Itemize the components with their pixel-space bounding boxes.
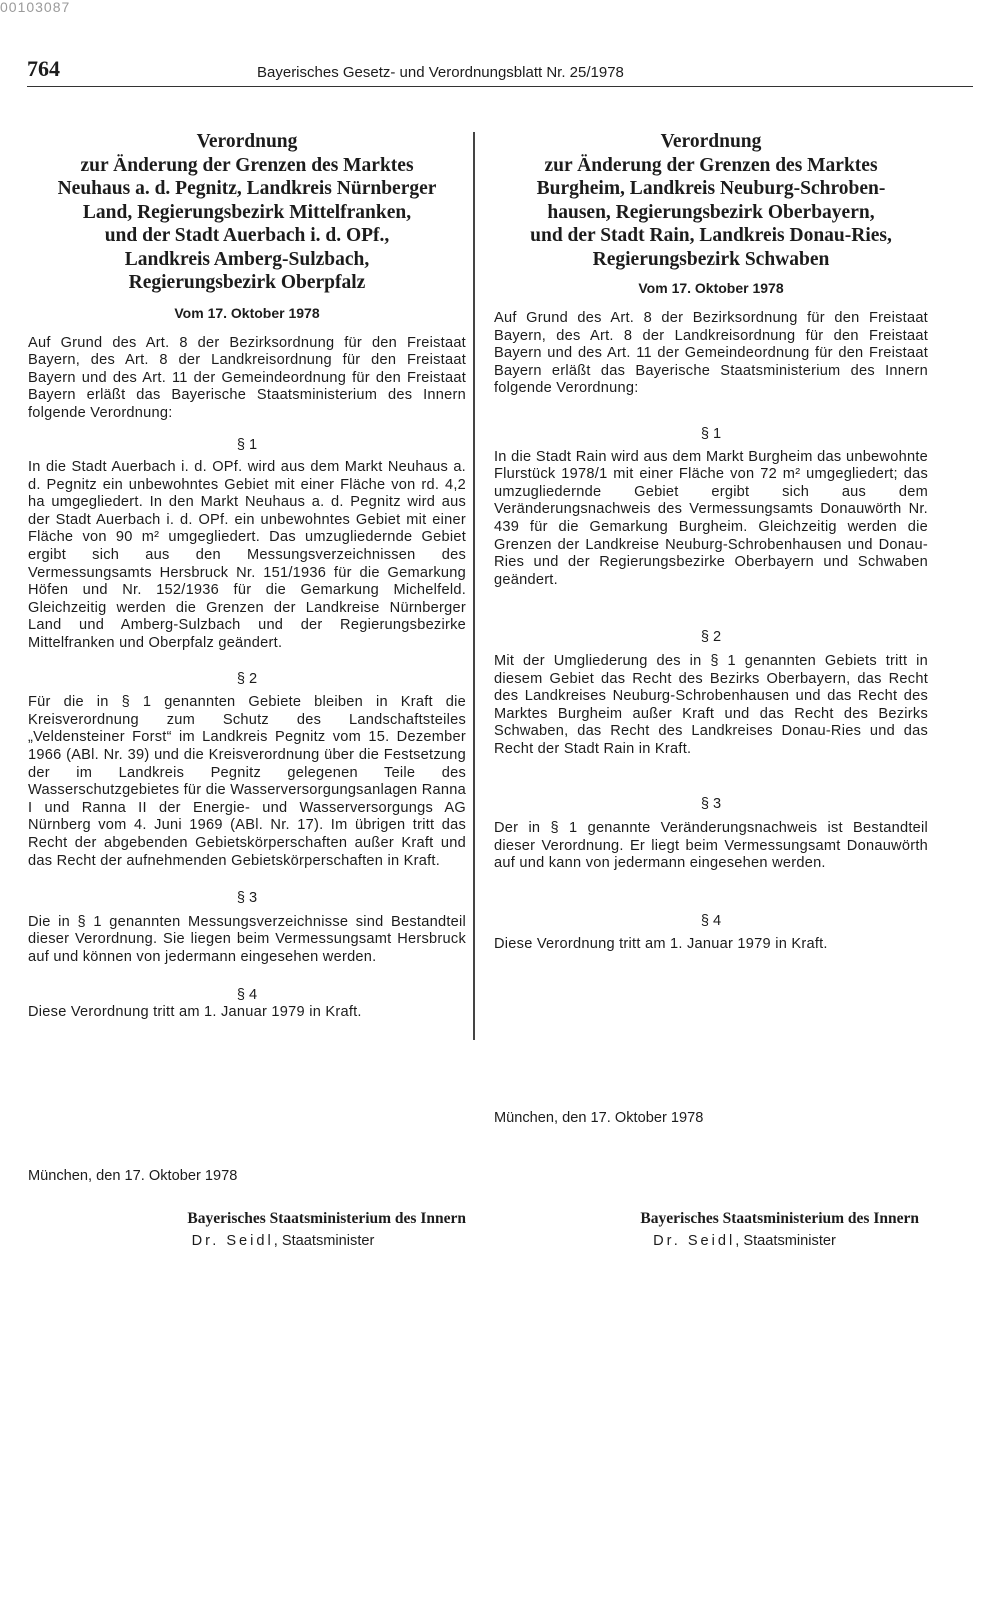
section-text: Diese Verordnung tritt am 1. Januar 1979 in Kraft. <box>28 1004 362 1021</box>
section-text: In die Stadt Auerbach i. d. OPf. wird aus dem Markt Neuhaus a. d. Pegnitz ein unbewohntes Gebiet mit einer Fläche von rd. 4,2 ha umgegliedert. In den Markt Neuhaus a. d. Pegnitz wird aus der Stadt Auerbach i. d. OPf. ein unbewohntes Gebiet mit einer Fläche von 90 m² umgegliedert. Das umzugliedernde Gebiet ergibt sich aus den Messungsverzeichnissen des Vermessungsamts Hersbruck Nr. 151/1936 für die Gemarkung Höfen und Nr. 152/1936 für die Gemarkung Michelfeld. Gleichzeitig werden die Grenzen der Landkreise Nürnberger Land und Amberg-Sulzbach und der Regierungsbezirke Mittelfranken und Oberpfalz geändert. <box>28 459 466 651</box>
signer-role: , Staatsminister <box>273 1233 375 1249</box>
section-heading: § 3 <box>236 890 258 907</box>
left-ordinance <box>28 130 466 1022</box>
left-place-date: München, den 17. Oktober 1978 <box>28 1168 238 1184</box>
title-line: Regierungsbezirk Schwaben <box>592 248 830 270</box>
title-line: Regierungsbezirk Oberpfalz <box>128 272 366 293</box>
title-line: hausen, Regierungsbezirk Oberbayern, <box>547 201 875 223</box>
header-title: Bayerisches Gesetz- und Verordnungsblatt Nr. 25/1978 <box>257 64 624 81</box>
ordinance-date: Vom 17. Oktober 1978 <box>638 280 784 296</box>
ordinance-date: Vom 17. Oktober 1978 <box>174 304 320 321</box>
signer-role: , Staatsminister <box>735 1233 836 1249</box>
column-divider <box>473 132 475 1040</box>
page-header <box>27 54 973 87</box>
page-number: 764 <box>27 56 60 81</box>
ordinance-title <box>494 130 928 271</box>
title-line: Land, Regierungsbezirk Mittelfranken, <box>82 201 412 223</box>
signer-name: Dr. Seidl <box>191 1233 274 1249</box>
right-ordinance <box>494 130 928 954</box>
section-text: Für die in § 1 genannten Gebiete bleiben in Kraft die Kreisverordnung zum Schutz des Landschaftsteiles „Veldensteiner Forst“ im Landkreis Pegnitz vom 15. Dezember 1966 (ABl. Nr. 39) und die Kreisverordnung über die Festsetzung der im Landkreis Pegnitz gelegenen Teile des Wasserschutzgebietes für die Wasserversorgungsanlagen Ranna I und Ranna II der Energie- und Wasserversorgungs AG Nürnberg vom 4. Juni 1969 (ABl. Nr. 17). Im übrigen tritt das Recht der abgebenden Gebietskörperschaften außer Kraft und das Recht der aufnehmenden Gebietskörperschaften in Kraft. <box>28 694 466 869</box>
section-heading: § 4 <box>700 912 722 929</box>
left-ministry: Bayerisches Staatsministerium des Innern <box>187 1210 466 1227</box>
intro-paragraph: Auf Grund des Art. 8 der Bezirksordnung für den Freistaat Bayern, des Art. 8 der Landkreisordnung für den Freistaat Bayern und des Art. 11 der Gemeindeordnung für den Freistaat Bayern erläßt das Bayerische Staatsministerium des Innern folgende Verordnung: <box>494 310 928 397</box>
section-heading: § 4 <box>236 986 258 1003</box>
section-heading: § 2 <box>700 629 722 646</box>
section-text: Mit der Umgliederung des in § 1 genannten Gebiets tritt in diesem Gebiet das Recht des Bezirks Oberbayern, das Recht des Landkreises Neuburg-Schrobenhausen und das Recht des Marktes Burgheim außer Kraft und das Recht des Bezirks Schwaben, das Recht des Landkreises Donau-Ries und das Recht der Stadt Rain in Kraft. <box>494 652 928 757</box>
title-line: Verordnung <box>196 131 298 152</box>
right-place-date: München, den 17. Oktober 1978 <box>494 1110 704 1126</box>
section-text: In die Stadt Rain wird aus dem Markt Burgheim das unbewohnte Flurstück 1978/1 mit einer Fläche von 72 m² umgegliedert; das umzugliedernde Gebiet ergibt sich aus dem Veränderungsnachweis des Vermessungsamts Donauwörth Nr. 439 für die Gemarkung Burgheim. Gleichzeitig werden die Grenzen der Landkreise Neuburg-Schrobenhausen und Donau-Ries und der Regierungsbezirke Oberbayern und Schwaben geändert. <box>494 448 928 588</box>
title-line: und der Stadt Rain, Landkreis Donau-Ries, <box>530 225 892 246</box>
title-line: zur Änderung der Grenzen des Marktes <box>80 154 414 176</box>
signer-name: Dr. Seidl <box>653 1233 736 1249</box>
section-text: Diese Verordnung tritt am 1. Januar 1979 in Kraft. <box>494 936 828 953</box>
title-line: Neuhaus a. d. Pegnitz, Landkreis Nürnberger <box>57 178 437 199</box>
title-line: zur Änderung der Grenzen des Marktes <box>544 154 878 176</box>
title-line: und der Stadt Auerbach i. d. OPf., <box>104 225 390 246</box>
left-signer <box>100 1233 466 1249</box>
section-heading: § 1 <box>700 425 722 442</box>
right-signer <box>570 1233 919 1249</box>
section-text: Der in § 1 genannte Veränderungsnachweis ist Bestandteil dieser Verordnung. Er liegt beim Vermessungsamt Donauwörth auf und kann von jedermann eingesehen werden. <box>494 820 928 872</box>
section-heading: § 2 <box>236 670 258 687</box>
title-line: Landkreis Amberg-Sulzbach, <box>124 248 370 270</box>
intro-paragraph: Auf Grund des Art. 8 der Bezirksordnung für den Freistaat Bayern, des Art. 8 der Landkreisordnung für den Freistaat Bayern und des Art. 11 der Gemeindeordnung für den Freistaat Bayern erläßt das Bayerische Staatsministerium des Innern folgende Verordnung: <box>28 334 466 421</box>
title-line: Burgheim, Landkreis Neuburg-Schroben- <box>536 178 886 199</box>
section-heading: § 1 <box>236 437 258 454</box>
title-line: Verordnung <box>660 131 762 152</box>
section-text: Die in § 1 genannten Messungsverzeichnisse sind Bestandteil dieser Verordnung. Sie liegen beim Vermessungsamt Hersbruck auf und können von jedermann eingesehen werden. <box>28 913 466 965</box>
ordinance-title <box>28 130 466 295</box>
section-heading: § 3 <box>700 796 722 813</box>
scan-fragment: 00103087 <box>0 0 71 15</box>
right-ministry: Bayerisches Staatsministerium des Innern <box>640 1210 919 1227</box>
